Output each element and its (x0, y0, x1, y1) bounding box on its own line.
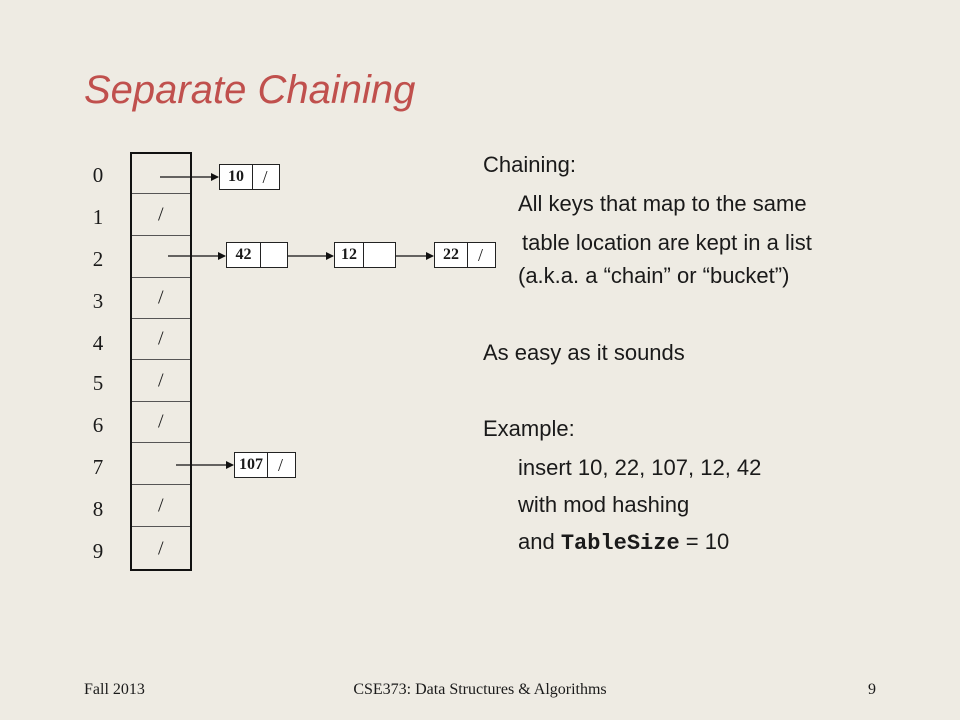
null-pointer: / (158, 327, 164, 350)
slide-title: Separate Chaining (84, 68, 416, 112)
chaining-text-line: (a.k.a. a “chain” or “bucket”) (518, 263, 790, 288)
table-index: 0 (92, 163, 104, 187)
footer-course: CSE373: Data Structures & Algorithms (353, 681, 607, 698)
table-index: 4 (92, 331, 104, 355)
table-index: 3 (92, 289, 104, 313)
node-key: 42 (227, 243, 261, 267)
null-pointer: / (158, 203, 164, 225)
example-prefix: and (518, 529, 561, 554)
list-node (226, 242, 288, 268)
chaining-text-line: table location are kept in a list (522, 230, 812, 255)
example-suffix: = 10 (679, 529, 730, 554)
null-pointer: / (158, 537, 164, 559)
node-next (362, 243, 395, 267)
node-key: 107 (235, 453, 268, 477)
list-node (334, 242, 396, 268)
table-index: 8 (92, 497, 104, 521)
table-index: 7 (92, 455, 104, 479)
example-text-line: insert 10, 22, 107, 12, 42 (518, 455, 762, 480)
example-text-line: with mod hashing (518, 492, 690, 517)
example-text-line (518, 529, 729, 557)
node-next-null: / (277, 454, 283, 475)
table-index: 1 (92, 205, 104, 229)
chaining-heading: Chaining: (483, 152, 576, 177)
tablesize-code: TableSize (560, 531, 680, 556)
list-node (234, 452, 296, 478)
null-pointer: / (158, 286, 164, 309)
null-pointer: / (158, 369, 164, 391)
node-next (259, 243, 287, 267)
page-number: 9 (868, 681, 876, 698)
easy-text: As easy as it sounds (483, 340, 685, 365)
list-node (434, 242, 496, 268)
node-key: 12 (335, 243, 364, 267)
node-next-null: / (477, 244, 483, 265)
table-index: 9 (92, 539, 104, 563)
table-index: 2 (92, 247, 104, 271)
node-next-null: / (262, 166, 268, 187)
table-index: 5 (92, 371, 104, 395)
node-key: 22 (435, 243, 468, 267)
chaining-text-line: All keys that map to the same (518, 191, 807, 216)
null-pointer: / (158, 494, 164, 516)
example-heading: Example: (483, 416, 575, 441)
node-key: 10 (220, 165, 253, 189)
null-pointer: / (158, 410, 164, 433)
list-node (219, 164, 280, 190)
footer-term: Fall 2013 (84, 681, 145, 698)
table-index: 6 (92, 413, 104, 437)
